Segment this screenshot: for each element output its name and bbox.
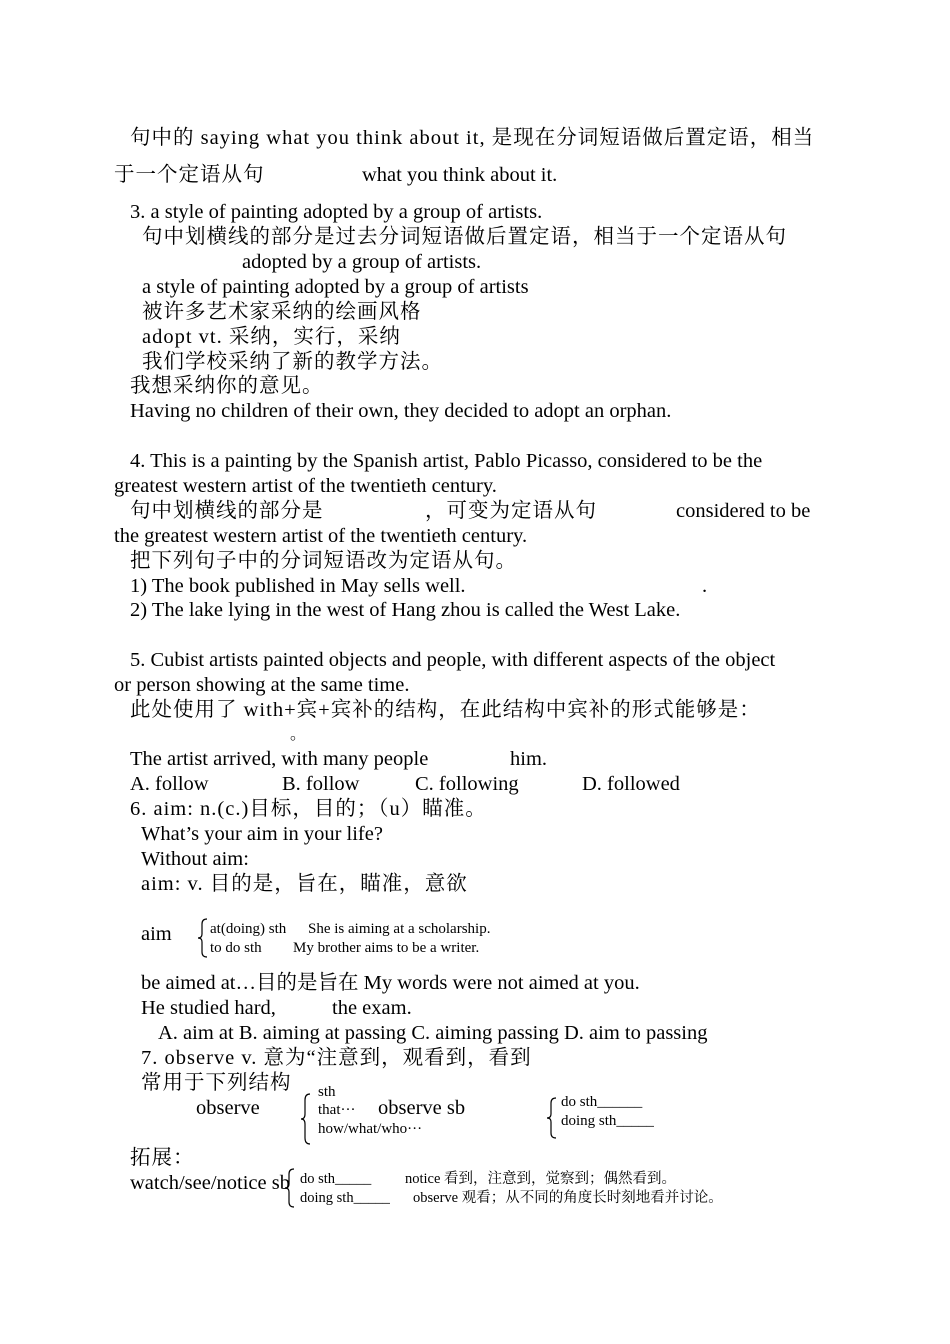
section-4-question-1: 1) The book published in May sells well. <box>130 575 466 597</box>
section-3-example-1: 我们学校采纳了新的教学方法。 <box>142 351 443 373</box>
extension-brace-icon <box>284 1168 296 1208</box>
intro-line-1: 句中的 saying what you think about it, 是现在分词短语做后置定语，相当 <box>130 127 815 149</box>
intro-line-2a: 于一个定语从句 <box>114 164 265 186</box>
observe-word: observe <box>196 1097 260 1119</box>
section-5-question-a: The artist arrived, with many people <box>130 748 429 770</box>
aim-example-1: She is aiming at a scholarship. <box>308 921 491 937</box>
section-4-note-2: the greatest western artist of the twentieth century. <box>114 525 528 547</box>
aim-example-2: My brother aims to be a writer. <box>293 940 480 956</box>
intro-line-2b: what you think about it. <box>362 164 558 186</box>
section-5-option-c: C. following <box>415 773 519 795</box>
extension-lead: watch/see/notice sb <box>130 1172 290 1194</box>
section-6-question-3b: the exam. <box>332 997 412 1019</box>
section-4-note-c: considered to be <box>676 500 811 522</box>
section-6-question-1: What’s your aim in your life? <box>141 823 383 845</box>
section-5-question-b: him. <box>510 748 548 770</box>
observe-sb-do: do sth______ <box>561 1094 643 1110</box>
aim-brace-icon <box>197 918 209 958</box>
section-3-clause: adopted by a group of artists. <box>242 251 482 273</box>
section-3-phrase: a style of painting adopted by a group of artists <box>142 276 529 298</box>
section-5-dot: 。 <box>290 726 307 743</box>
observe-brace-icon <box>300 1093 312 1145</box>
section-5-option-d: D. followed <box>582 773 680 795</box>
section-6-question-3a: He studied hard, <box>141 997 276 1019</box>
section-3-translation: 被许多艺术家采纳的绘画风格 <box>142 301 422 323</box>
section-4-heading-1: 4. This is a painting by the Spanish artist, Pablo Picasso, considered to be the <box>130 450 763 472</box>
section-4-heading-2: greatest western artist of the twentieth century. <box>114 475 497 497</box>
aim-pattern-2: to do sth <box>210 940 262 956</box>
section-6-question-2: Without aim: <box>141 848 249 870</box>
section-6-options: A. aim at B. aiming at passing C. aiming passing D. aim to passing <box>158 1022 708 1044</box>
section-6-verb-def: aim: v. 目的是，旨在，瞄准，意欲 <box>141 873 468 895</box>
observe-pattern-wh: how/what/who··· <box>318 1121 423 1137</box>
observe-sb: observe sb <box>378 1097 466 1119</box>
section-3-note: 句中划横线的部分是过去分词短语做后置定语，相当于一个定语从句 <box>142 226 787 248</box>
section-3-adopt-def: adopt vt. 采纳，实行，采纳 <box>142 326 401 348</box>
section-4-note-a: 句中划横线的部分是 <box>130 500 324 522</box>
section-7-heading: 7. observe v. 意为“注意到，观看到，看到 <box>141 1047 532 1069</box>
section-5-heading-1: 5. Cubist artists painted objects and people, with different aspects of the object <box>130 649 776 671</box>
observe-pattern-sth: sth <box>318 1084 336 1100</box>
section-3-example-2: 我想采纳你的意见。 <box>130 375 324 397</box>
aim-word: aim <box>141 923 172 945</box>
section-4-note-b: ，可变为定语从句 <box>425 500 597 522</box>
extension-notice-def: notice 看到，注意到，觉察到；偶然看到。 <box>405 1171 677 1187</box>
section-4-task: 把下列句子中的分词短语改为定语从句。 <box>130 550 517 572</box>
extension-title: 拓展： <box>130 1147 195 1169</box>
section-3-heading: 3. a style of painting adopted by a group of artists. <box>130 201 543 223</box>
observe-pattern-that: that··· <box>318 1102 356 1118</box>
section-6-heading: 6. aim: n.(c.)目标，目的；（u）瞄准。 <box>130 798 487 820</box>
aim-pattern-1: at(doing) sth <box>210 921 287 937</box>
extension-do-sth: do sth_____ <box>300 1171 372 1187</box>
extension-observe-def: observe 观看；从不同的角度长时刻地看并讨论。 <box>413 1190 723 1206</box>
observe-sb-brace-icon <box>546 1097 558 1139</box>
section-4-question-1-end: . <box>702 575 708 597</box>
section-4-question-2: 2) The lake lying in the west of Hang zhou is called the West Lake. <box>130 599 681 621</box>
section-6-be-aimed: be aimed at…目的是旨在 My words were not aimed at you. <box>141 972 640 994</box>
section-7-note: 常用于下列结构 <box>141 1072 292 1094</box>
section-5-option-a: A. follow <box>130 773 209 795</box>
section-3-example-3: Having no children of their own, they decided to adopt an orphan. <box>130 400 672 422</box>
observe-sb-doing: doing sth_____ <box>561 1113 654 1129</box>
section-5-heading-2: or person showing at the same time. <box>114 674 410 696</box>
section-5-note: 此处使用了 with+宾+宾补的结构，在此结构中宾补的形式能够是： <box>130 699 761 721</box>
extension-doing-sth: doing sth_____ <box>300 1190 390 1206</box>
section-5-option-b: B. follow <box>282 773 360 795</box>
